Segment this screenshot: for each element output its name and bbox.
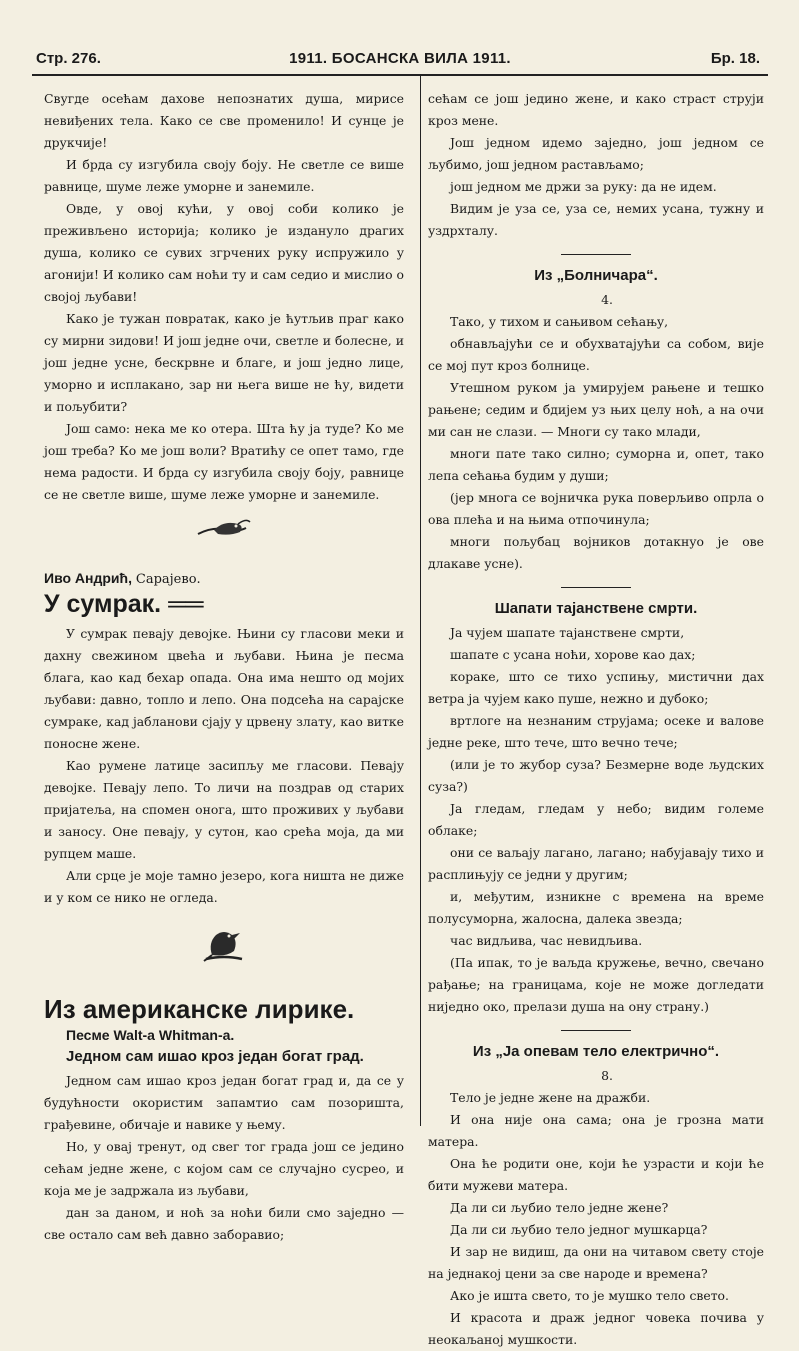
poem-line: Тако, у тихом и сањивом сећању, bbox=[450, 314, 669, 329]
paragraph: Овде, у овој кући, у овој соби колико је преживљено историја; колико је издануло драгих душа, колико се сувих згрчених руку испружило у агонији! И колико сам ноћи ту и сам седио и мислио о својој љубави! bbox=[44, 201, 404, 304]
title-rule: ══ bbox=[168, 590, 204, 618]
paragraph: Као румене латице засипљу ме гласови. Певају девојке. Певају лепо. То личи на поздрав од старих пријатеља, на спомен оногa, што проживих у љубави и заносу. Оне певају, у сутон, као срећа моја, да ми рупцем маше. bbox=[44, 758, 404, 861]
paragraph: Како је тужан повратак, како је ћутљив праг како су мирни зидови! И још једне очи, светле и болесне, и још једне усне, бескрвне и благе, и још једно лице, уморно и исплакано, зар ни њега више не ћу, видети и пољубити? bbox=[44, 311, 404, 414]
paragraph: Али срце је моје тамно језеро, кога ништа не диже и у ком се нико не огледа. bbox=[44, 868, 404, 905]
paragraph: Још једном идемо заједно, још једном се љубимо, још једном растављамо; bbox=[428, 135, 764, 172]
poem-line: Ја чујем шапате тајанствене смрти, bbox=[450, 625, 685, 640]
poem-line: час видљива, час невидљива. bbox=[450, 933, 643, 948]
author-place: Сарајево. bbox=[135, 572, 201, 587]
left-column bbox=[44, 88, 404, 1246]
poem-line: (јер многа се војничка рука поверљиво опрла о ова плећа и на њима отпочинула; bbox=[428, 490, 764, 527]
poem-line: многи пољубац војников дотакнуо је ове длакаве усне). bbox=[428, 534, 764, 571]
paragraph: Но, у овај тренут, од свег тог града још се једино сећам једне жене, с којом сам се случајно сусрео, и која ме је задржала из љубави, bbox=[44, 1139, 404, 1198]
section-title bbox=[44, 590, 404, 618]
poem-line: (Па ипак, то је ваљда кружење, вечно, свечано рађање; на границама, које не може догледати ниједно око, прелази душа на ону страну.) bbox=[428, 955, 764, 1014]
poem-line: вртлоге на незнаним струјама; осеке и валове једне реке, што тече, што вечно тече; bbox=[428, 713, 764, 750]
poem-title: Из „Болничара“. bbox=[534, 267, 658, 284]
paragraph: сећам се још једино жене, и како страст струји кроз мене. bbox=[428, 91, 764, 128]
poem-title: Шапати тајанствене смрти. bbox=[494, 600, 698, 617]
poem-line: Она ће родити оне, који ће узрасти и који ће бити мужеви матера. bbox=[428, 1156, 764, 1193]
author-name: Иво Андрић, bbox=[44, 570, 132, 586]
poem-line: И зар не видиш, да они на читавом свету стоје на једнакој цени за све народе и времена? bbox=[428, 1244, 764, 1281]
paragraph: још једном ме држи за руку: да не идем. bbox=[450, 179, 717, 194]
issue-number: Бр. 18. bbox=[710, 50, 760, 67]
perched-bird-icon bbox=[44, 925, 404, 972]
section-title-text: У сумрак. bbox=[44, 590, 162, 618]
paragraph: У сумрак певају девојке. Њини су гласови меки и дахну свежином цвећа и љубави. Њина је песма блага, као кад бехар опада. Она има нешто од мојих љубави: давно, топло и лепо. Она подсећа на сарајске сумраке, кад јабланови сјају у црвену злату, као витке поносне жене. bbox=[44, 626, 404, 751]
poem-line: и, међутим, изникне с времена на време полусуморна, жалосна, далека звезда; bbox=[428, 889, 764, 926]
poem-line: Ако је ишта свето, то је мушко тело свето. bbox=[450, 1288, 729, 1303]
page-number: Стр. 276. bbox=[36, 50, 101, 67]
paragraph: И брда су изгубила своју боју. Не светле се више равнице, шуме леже уморне и занемиле. bbox=[44, 157, 404, 194]
section-divider bbox=[561, 587, 631, 588]
paragraph: дан за даном, и ноћ за ноћи били смо заједно — све остало сам већ давно заборавио; bbox=[44, 1205, 404, 1242]
poem-line: Да ли си љубио тело једне жене? bbox=[450, 1200, 669, 1215]
paragraph: Свугде осећам дахове непознатих душа, мирисе невиђених тела. Како се све променило! И сунце је друкчије! bbox=[44, 91, 404, 150]
author-line bbox=[44, 567, 404, 591]
paragraph: Једном сам ишао кроз један богат град и, да се у будућности окористим запамтио сам позоришта, грађевине, обичаје и навике у њему. bbox=[44, 1073, 404, 1132]
poem-number: 4. bbox=[601, 292, 613, 307]
page-header bbox=[32, 50, 768, 74]
paragraph: Видим је уза се, уза се, немих усана, тужну и уздрхталу. bbox=[428, 201, 764, 238]
subtitle: Песме Walt-a Whitman-a. bbox=[66, 1027, 235, 1043]
poem-line: многи пате тако силно; суморна и, опет, тако лепа сећања будим у души; bbox=[428, 446, 764, 483]
section-title: Из американске лирике. bbox=[44, 994, 355, 1024]
poem-line: обнављајући се и обухватајући са собом, вије се мој пут кроз болнице. bbox=[428, 336, 764, 373]
poem-line: Да ли си љубио тело једног мушкарца? bbox=[450, 1222, 708, 1237]
poem-line: они се ваљају лагано, лагано; набујавају тихо и расплињују се једни у другим; bbox=[428, 845, 764, 882]
poem-line: кораке, што се тихо успињу, мистични дах ветра ја чујем како пуше, нежно и дубоко; bbox=[428, 669, 764, 706]
poem-title: Из „Ја опевам тело електрично“. bbox=[472, 1043, 720, 1060]
paragraph: Још само: нека ме ко отера. Шта ћу ја туде? Ко ме још треба? Ко ме још воли? Вратићу се опет тамо, где нема радости. И брда су изгубила своју боју, равнице се не светле више, шуме леже уморне и занемиле. bbox=[44, 421, 404, 502]
header-rule bbox=[32, 74, 768, 76]
section-divider bbox=[561, 254, 631, 255]
poem-title: Једном сам ишао кроз један богат град. bbox=[66, 1048, 364, 1065]
poem-line: Ја гледам, гледам у небо; видим големе облаке; bbox=[428, 801, 764, 838]
bird-on-branch-icon bbox=[44, 516, 404, 553]
poem-line: И красота и драж једног човека почива у неокаљаној мушкости. bbox=[428, 1310, 764, 1347]
poem-line: Утешном руком ја умирујем рањене и тешко рањене; седим и бдијем уз њих целу ноћ, а на очи ми сан не слази. — Многи су тако млади, bbox=[428, 380, 764, 439]
poem-line: Тело је једне жене на дражби. bbox=[450, 1090, 651, 1105]
right-column bbox=[428, 88, 764, 1351]
poem-line: (или је то жубор суза? Безмерне воде људских суза?) bbox=[428, 757, 764, 794]
poem-line: И она није она сама; она је грозна мати матера. bbox=[428, 1112, 764, 1149]
poem-number: 8. bbox=[601, 1068, 613, 1083]
poem-line: шапате с усана ноћи, хорове као дах; bbox=[450, 647, 696, 662]
section-divider bbox=[561, 1030, 631, 1031]
column-divider bbox=[420, 76, 421, 1126]
journal-title: 1911. БОСАНСКА ВИЛА 1911. bbox=[289, 50, 511, 67]
